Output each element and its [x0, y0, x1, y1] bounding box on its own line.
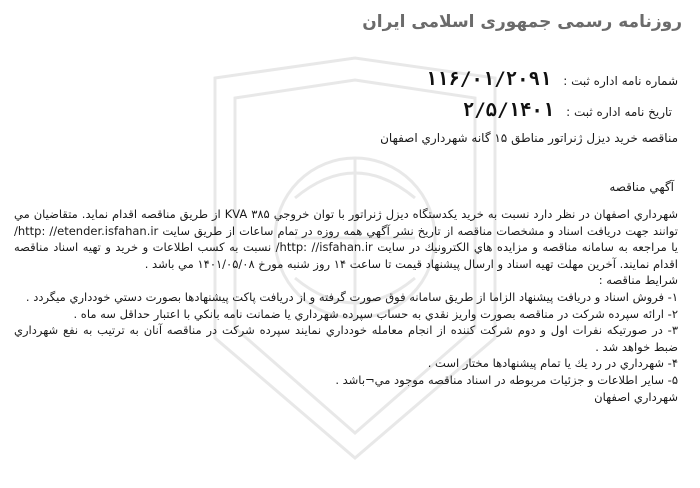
notice-paragraph: شهرداري اصفهان در نظر دارد نسبت به خريد يكدستگاه ديزل ژنراتور با توان خروجي ۳۸۵ KVA از طريق مناقصه اقدام نمايد. متقاضيان مي توانند جهت دريافت اسناد و مشخصات مناقصه از تاريخ نشر آگهي همه روزه در تمام ساعات از طريق سايت http: //etender.isfahan.ir/ يا مراجعه به سامانه مناقصه و مزايده هاي الكترونيك در سايت http: //isfahan.ir/ نسبت به كسب اطلاعات و خريد و تهيه اسناد مناقصه اقدام نمايند. آخرين مهلت تهيه اسناد و ارسال پيشنهاد قيمت تا ساعت ۱۴ روز شنبه مورخ ۱۴۰۱/۰۵/۰۸ مي باشد .: [14, 207, 679, 271]
registration-number-label: شماره نامه اداره ثبت :: [563, 74, 678, 88]
registration-number-line: [426, 68, 678, 90]
condition-item: ۳- در صورتيكه نفرات اول و دوم شركت كننده از انجام معامله خودداري نمايند سپرده شركت در مناقصه آنان به ترتيب به نفع شهرداري ضبط خواهد شد .: [14, 323, 678, 354]
registration-date-label: تاریخ نامه اداره ثبت :: [566, 105, 672, 119]
condition-item: ۵- ساير اطلاعات و جزئيات مربوطه در اسناد مناقصه موجود مي¬باشد .: [335, 372, 678, 387]
newspaper-title: روزنامه رسمی جمهوری اسلامی ایران: [362, 12, 682, 32]
notice-body: [14, 206, 678, 405]
registration-date-value: ۲/۵/۱۴۰۱: [462, 99, 555, 121]
condition-item: ۲- ارائه سپرده شركت در مناقصه بصورت واريز نقدي به حساب سپرده شهرداري يا ضمانت نامه بانكي با اعتبار حداقل سه ماه .: [73, 306, 678, 321]
conditions-heading: شرايط مناقصه :: [598, 273, 678, 288]
registration-number-value: ۱۱۶/۰۱/۲۰۹۱: [425, 68, 552, 90]
registration-date-line: [463, 99, 672, 121]
condition-item: ۱- فروش اسناد و دريافت پيشنهاد الزاما از طريق سامانه فوق صورت گرفته و از دريافت پاكت پيشنهادها بصورت دستي خودداري ميگردد .: [25, 289, 678, 304]
notice-signature: شهرداري اصفهان: [594, 389, 678, 404]
notice-title: مناقصه خريد ديزل ژنراتور مناطق ۱۵ گانه شهرداري اصفهان: [380, 131, 678, 145]
notice-heading: آگهي مناقصه: [609, 180, 674, 194]
condition-item: ۴- شهرداري در رد يك يا تمام پيشنهادها مختار است .: [427, 356, 678, 371]
